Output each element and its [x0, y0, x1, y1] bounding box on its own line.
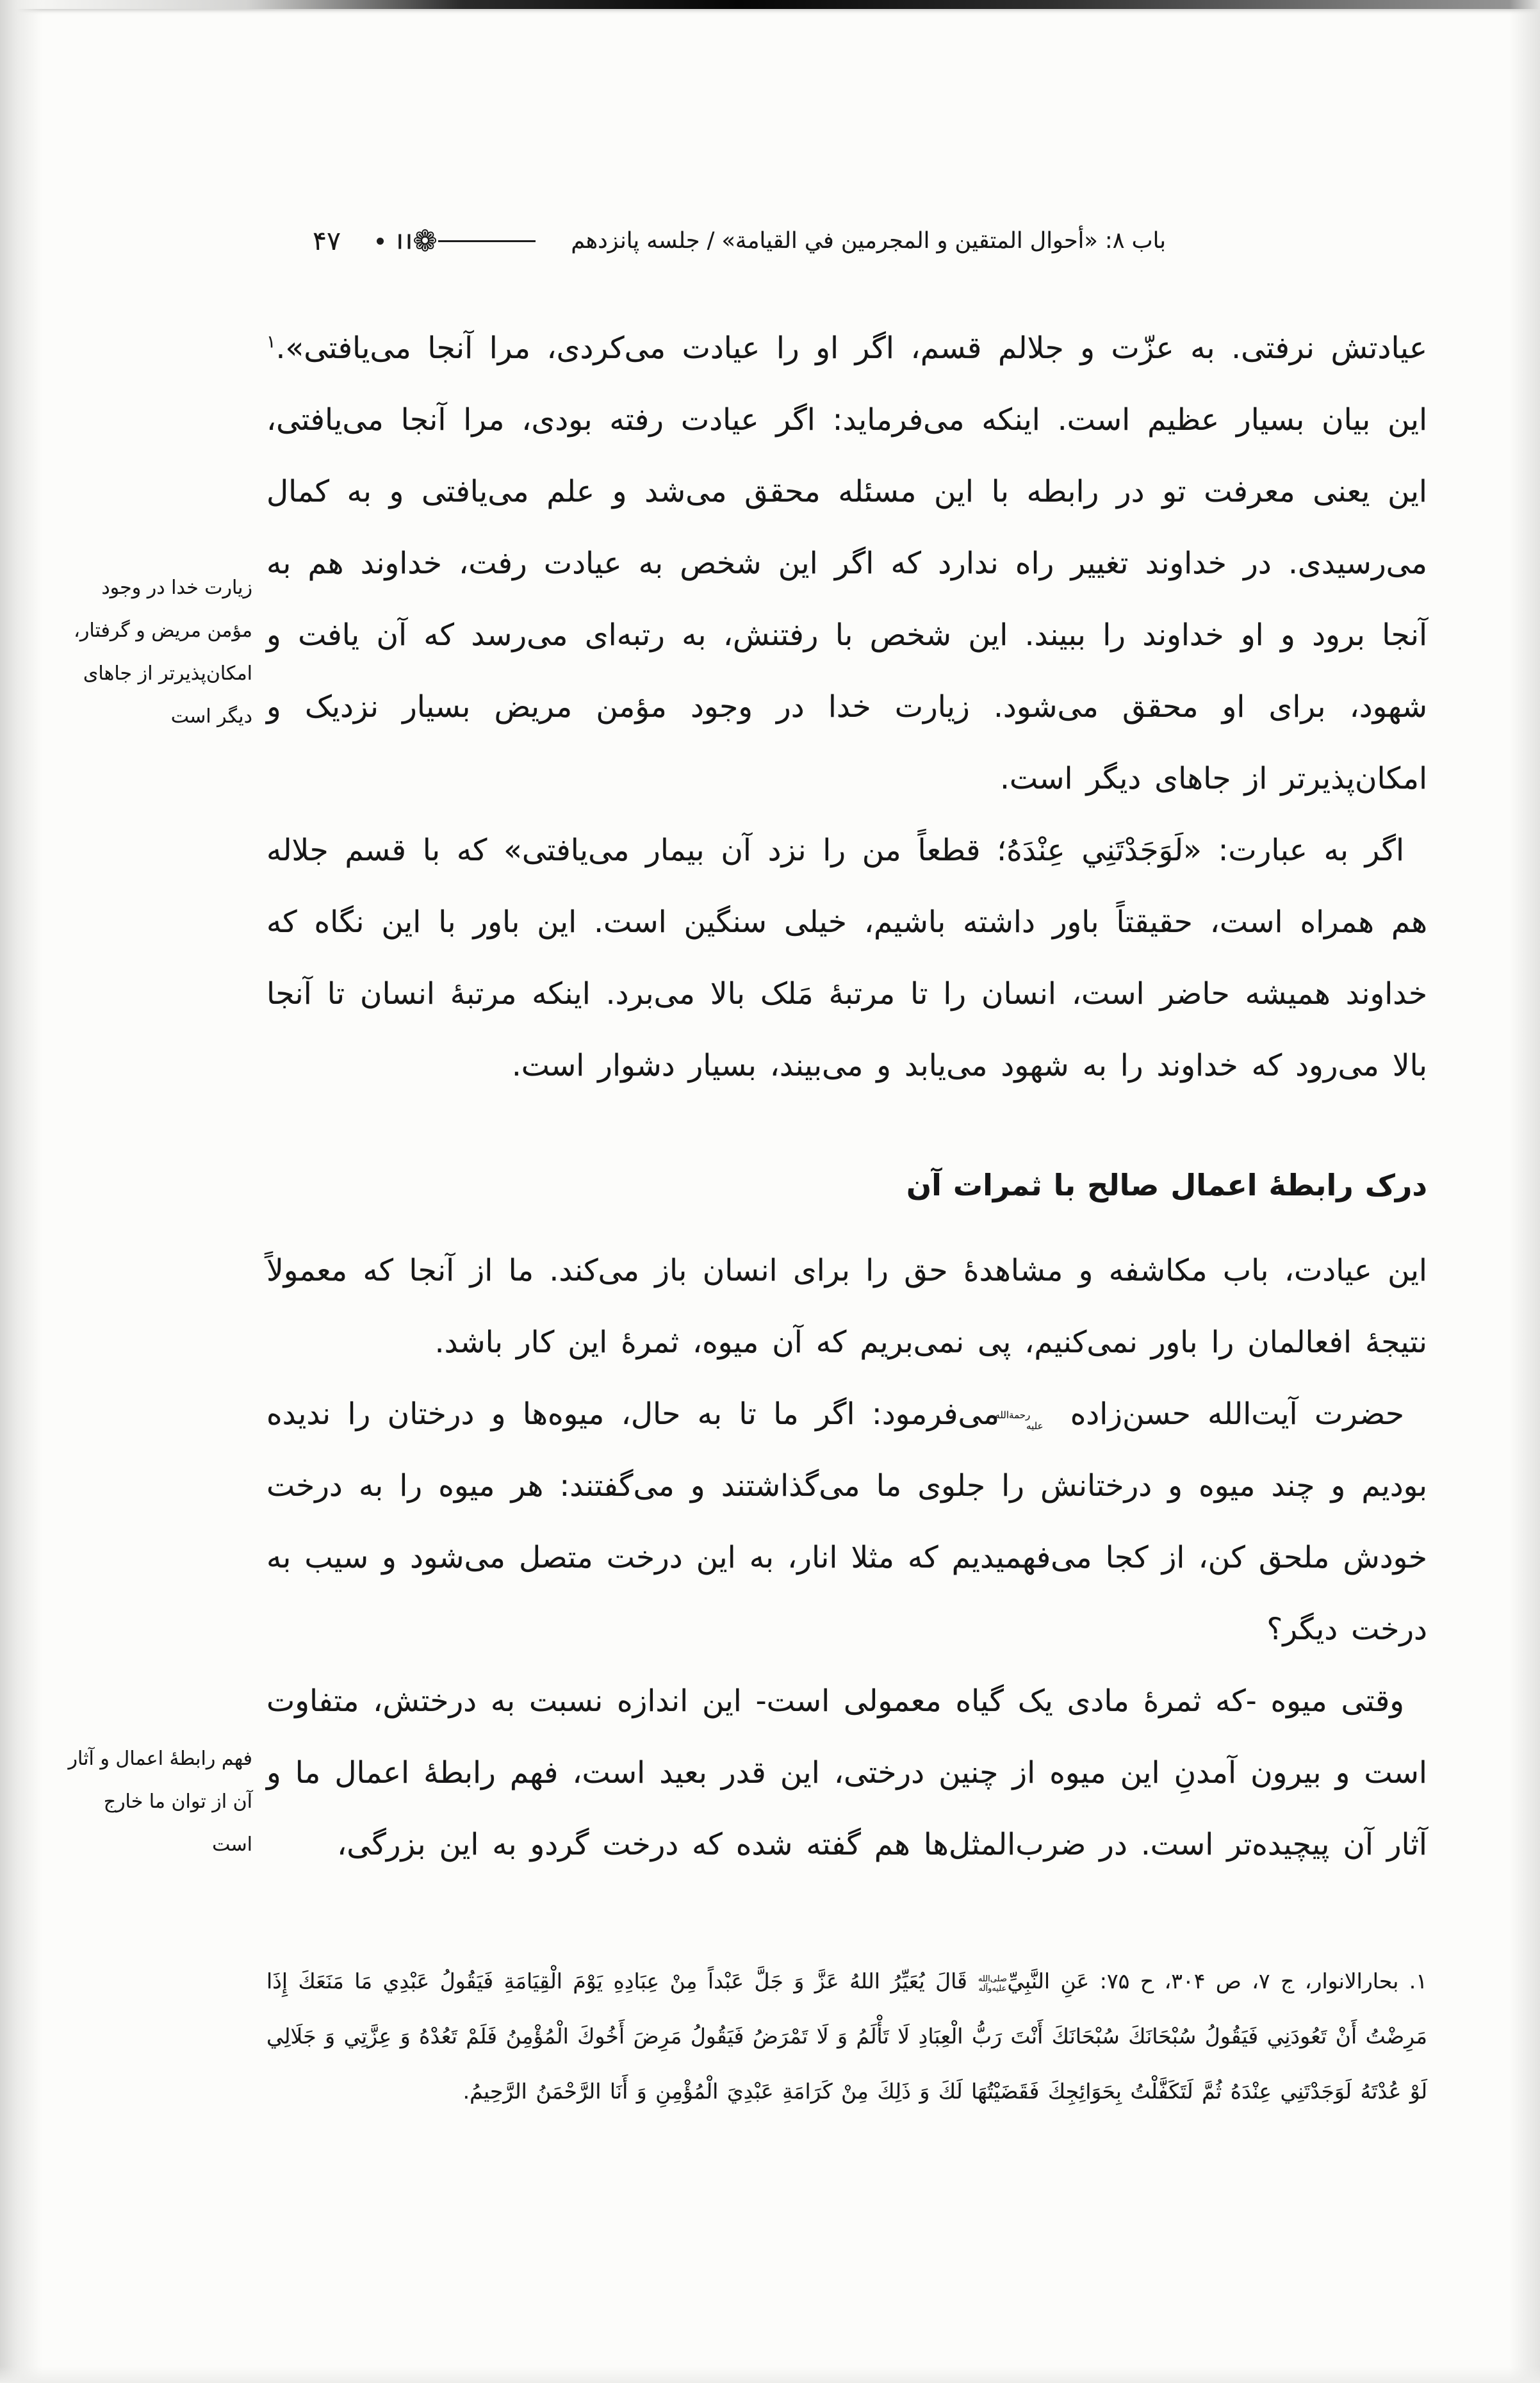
running-head	[313, 225, 1166, 256]
paragraph-3	[266, 1235, 1427, 1379]
paragraph-4-continuation: می‌فرمود: اگر ما تا به حال، میوه‌ها و درختان را ندیده بودیم و چند میوه و درختانش را جلوی ما می‌گذاشتند و می‌گفتند: هر میوه را به درخت خودش ملحق کن، از کجا می‌فهمیدیم که مثلا انار، به این درخت متصل می‌شود و سیب به درخت دیگر؟	[266, 1396, 1427, 1647]
flower-icon: ❁	[413, 224, 438, 258]
footnote	[266, 1954, 1427, 2119]
section-heading: درک رابطهٔ اعمال صالح با ثمرات آن	[906, 1168, 1427, 1202]
paragraph-1-continuation: این بیان بسیار عظیم است. اینکه می‌فرماید: اگر عیادت رفته بودی، مرا آنجا می‌یافتی، این یعنی معرفت تو در رابطه با این مسئله محقق می‌شد و علم می‌یافتی و به کمال می‌رسیدی. در خداوند تغییر راه ندارد که اگر این شخص به عیادت رفت، خداوند هم به آنجا برود و او خداوند را ببیند. این شخص با رفتنش، به رتبه‌ای می‌رسد که آن یافت و شهود، برای او محقق می‌شود. زیارت خدا در وجود مؤمن مریض بسیار نزدیک و امکان‌پذیرتر از جاهای دیگر است.	[266, 402, 1427, 796]
paragraph-1-text: عیادتش نرفتی. به عزّت و جلالم قسم، اگر او را عیادت می‌کردی، مرا آنجا می‌یافتی».	[275, 331, 1427, 366]
page-number: ۴۷	[313, 225, 341, 256]
paragraph-5	[266, 1666, 1427, 1881]
footnote-reference: بحارالانوار، ج ۷، ص ۳۰۴، ح ۷۵:	[1099, 1969, 1399, 1994]
footnote-hadith-text: قَالَ يُعَيِّرُ اللهُ عَزَّ وَ جَلَّ عَبْداً مِنْ عِبَادِهِ يَوْمَ الْقِيَامَةِ فَيَقُولُ عَبْدِي مَا مَنَعَكَ إِذَا مَرِضْتُ أَنْ تَعُودَنِي فَيَقُولُ سُبْحَانَكَ سُبْحَانَكَ أَنْتَ رَبُّ الْعِبَادِ لَا تَأْلَمُ وَ لَا تَمْرَضُ فَيَقُولُ مَرِضَ أَخُوكَ الْمُؤْمِنُ فَلَمْ تَعُدْهُ وَ عِزَّتِي وَ جَلَالِي لَوْ عُدْتَهُ لَوَجَدْتَنِي عِنْدَهُ ثُمَّ لَتَكَفَّلْتُ بِحَوَائِجِكَ فَقَضَيْتُهَا لَكَ وَ ذَلِكَ مِنْ كَرَامَةِ عَبْدِيَ الْمُؤْمِنِ وَ أَنَا الرَّحْمَنُ الرَّحِيمُ.	[266, 1969, 1427, 2104]
paragraph-2	[266, 815, 1427, 1102]
footnote-hadith-intro: عَنِ النَّبِيِّ	[1007, 1969, 1090, 1994]
margin-note-2: فهم رابطهٔ اعمال و آثار آن از توان ما خارج است	[68, 1748, 252, 1856]
honorific-seal: رحمة‌الله علیه	[995, 1409, 1044, 1432]
footnote-label: ۱.	[1409, 1969, 1428, 1994]
paragraph-4-text: حضرت آیت‌الله حسن‌زاده	[1070, 1396, 1404, 1432]
page-edge-shadow-bottom	[0, 2366, 1540, 2383]
page-edge-shadow-right	[1509, 0, 1540, 2383]
footnote-marker: ۱	[266, 332, 276, 352]
ornament-ticks: ❙❙	[393, 233, 413, 249]
ornament-dot	[377, 238, 384, 245]
paragraph-2-text: اگر به عبارت: «لَوَجَدْتَنِي عِنْدَهُ؛ قطعاً من را نزد آن بیمار می‌یافتی» که با قسم جلاله هم همراه است، حقیقتاً باور داشته باشیم، خیلی سنگین است. این باور با این نگاه که خداوند همیشه حاضر است، انسان را تا مرتبهٔ مَلک بالا می‌برد. اینکه مرتبهٔ انسان تا آنجا بالا می‌رود که خداوند را به شهود می‌یابد و می‌بیند، بسیار دشوار است.	[266, 833, 1427, 1083]
paragraph-4	[266, 1379, 1427, 1666]
main-text-block	[266, 313, 1427, 1881]
margin-note-1: زیارت خدا در وجود مؤمن مریض و گرفتار، امکان‌پذیرتر از جاهای دیگر است	[74, 577, 252, 728]
chapter-title: باب ۸: «أحوال المتقين و المجرمين في القيامة» / جلسه پانزدهم	[571, 228, 1166, 254]
header-ornament-icon	[377, 226, 536, 256]
paragraph-1	[266, 313, 1427, 815]
prophet-honorific-seal: صلی‌الله علیه‌وآله	[978, 1974, 1007, 1994]
page-edge-shadow-left	[0, 0, 42, 2383]
paragraph-5-text: وقتی میوه -که ثمرهٔ مادی یک گیاه معمولی است- این اندازه نسبت به درختش، متفاوت است و بیرون آمدنِ این میوه از چنین درختی، این قدر بعید است، فهم رابطهٔ اعمال ما و آثار آن پیچیده‌تر است. در ضرب‌المثل‌ها هم گفته شده که درخت گردو به این بزرگی،	[266, 1683, 1427, 1862]
paragraph-3-text: این عیادت، باب مکاشفه و مشاهدهٔ حق را برای انسان باز می‌کند. ما از آنجا که معمولاً نتیجهٔ افعالمان را باور نمی‌کنیم، پی نمی‌بریم که آن میوه، ثمرهٔ این کار باشد.	[266, 1253, 1427, 1360]
ornament-rule	[438, 240, 536, 242]
scan-edge-top	[0, 0, 1540, 9]
